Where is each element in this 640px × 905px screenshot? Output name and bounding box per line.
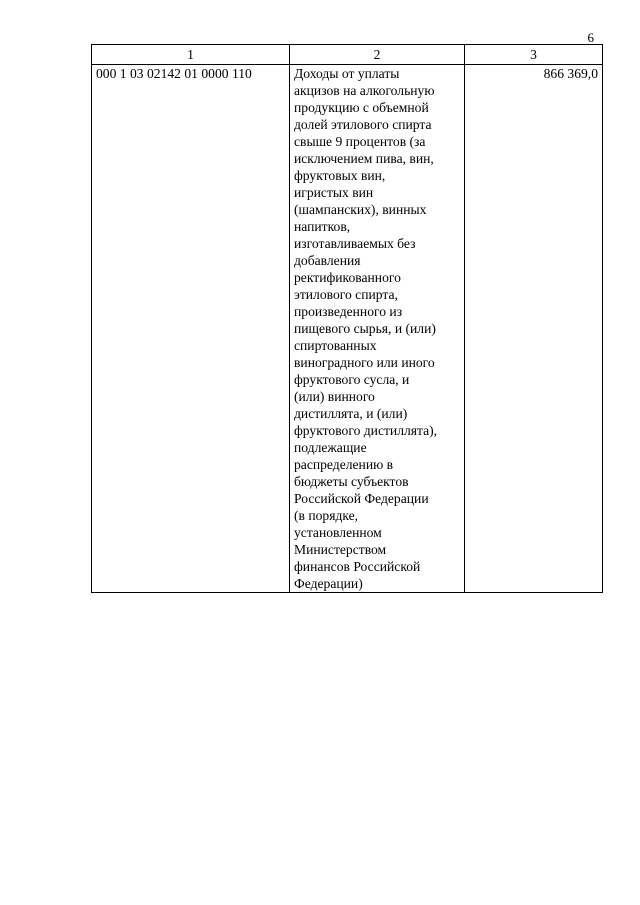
column-header-2: 2 bbox=[290, 45, 465, 65]
revenue-name-line: виноградного или иного bbox=[294, 355, 435, 370]
revenue-name-line: исключением пива, вин, bbox=[294, 151, 434, 166]
revenue-name-line: Министерством bbox=[294, 542, 387, 557]
revenue-name-line: добавления bbox=[294, 253, 361, 268]
revenue-name-line: Федерации) bbox=[294, 576, 363, 591]
revenue-name-line: этилового спирта, bbox=[294, 287, 398, 302]
revenue-name-line: фруктового дистиллята), bbox=[294, 423, 438, 438]
table-row bbox=[92, 65, 603, 593]
revenue-name-line: подлежащие bbox=[294, 440, 367, 455]
revenue-name-line: ректификованного bbox=[294, 270, 401, 285]
page-number: 6 bbox=[587, 30, 594, 45]
revenue-code-cell: 000 1 03 02142 01 0000 110 bbox=[92, 65, 290, 593]
revenue-name-cell bbox=[290, 65, 465, 593]
revenue-name-line: финансов Российской bbox=[294, 559, 421, 574]
revenue-name-line: фруктового сусла, и bbox=[294, 372, 410, 387]
revenue-name-line: бюджеты субъектов bbox=[294, 474, 409, 489]
revenue-name-line: Доходы от уплаты bbox=[294, 66, 400, 81]
revenue-name-line: (в порядке, bbox=[294, 508, 359, 523]
column-header-3: 3 bbox=[465, 45, 603, 65]
revenue-name-line: дистиллята, и (или) bbox=[294, 406, 408, 421]
revenue-name-line: произведенного из bbox=[294, 304, 403, 319]
revenue-amount-cell: 866 369,0 bbox=[465, 65, 603, 593]
column-header-1: 1 bbox=[92, 45, 290, 65]
revenue-name-line: Российской Федерации bbox=[294, 491, 429, 506]
revenue-name-line: спиртованных bbox=[294, 338, 377, 353]
revenue-name-line: акцизов на алкогольную bbox=[294, 83, 435, 98]
revenue-name-line: продукцию с объемной bbox=[294, 100, 429, 115]
revenue-name-line: фруктовых вин, bbox=[294, 168, 386, 183]
budget-revenue-table bbox=[91, 44, 603, 593]
revenue-name-line: свыше 9 процентов (за bbox=[294, 134, 426, 149]
revenue-name-line: (или) винного bbox=[294, 389, 375, 404]
revenue-name-line: пищевого сырья, и (или) bbox=[294, 321, 436, 336]
revenue-name-line: долей этилового спирта bbox=[294, 117, 432, 132]
revenue-name-line: (шампанских), винных bbox=[294, 202, 427, 217]
revenue-name-line: установленном bbox=[294, 525, 382, 540]
revenue-name-line: игристых вин bbox=[294, 185, 374, 200]
revenue-name-line: распределению в bbox=[294, 457, 394, 472]
revenue-name-line: изготавливаемых без bbox=[294, 236, 416, 251]
table-header-row bbox=[92, 45, 603, 65]
revenue-name-line: напитков, bbox=[294, 219, 351, 234]
